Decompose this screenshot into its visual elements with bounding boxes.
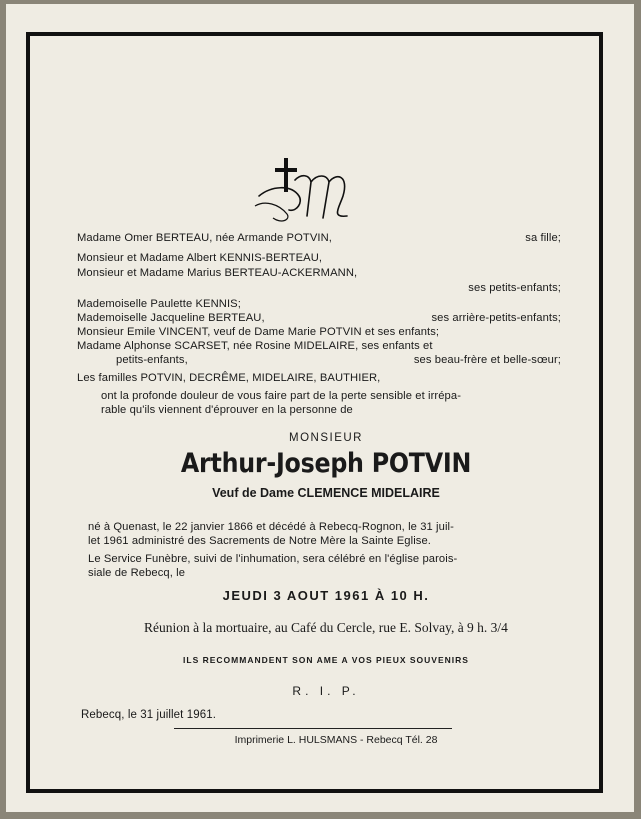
intro-line-2: rable qu'ils viennent d'éprouver en la personne de — [101, 404, 353, 416]
family-line-5-role: ses arrière-petits-enfants; — [431, 312, 561, 324]
family-line-1: Madame Omer BERTEAU, née Armande POTVIN, — [77, 232, 332, 244]
service-line-2: siale de Rebecq, le — [88, 567, 186, 579]
reunion-info: Réunion à la mortuaire, au Café du Cercle, rue E. Solvay, à 9 h. 3/4 — [144, 620, 508, 635]
family-line-5: Mademoiselle Jacqueline BERTEAU, — [77, 312, 265, 324]
footer-rule — [174, 728, 452, 729]
intro-line-1: ont la profonde douleur de vous faire part de la perte sensible et irrépa- — [101, 390, 462, 402]
recommendation: ILS RECOMMANDENT SON AME A VOS PIEUX SOUVENIRS — [183, 655, 469, 665]
family-line-6: Monsieur Emile VINCENT, veuf de Dame Marie POTVIN et ses enfants; — [77, 326, 440, 338]
cross-monogram-icon — [251, 156, 361, 228]
family-line-8: petits-enfants, — [116, 354, 188, 366]
rip-text: R. I. P. — [292, 684, 360, 698]
widower-of: Veuf de Dame CLEMENCE MIDELAIRE — [212, 486, 440, 500]
title-monsieur: MONSIEUR — [289, 432, 363, 444]
family-line-4: Mademoiselle Paulette KENNIS; — [77, 298, 241, 310]
service-line-1: Le Service Funèbre, suivi de l'inhumation, sera célébré en l'église parois- — [88, 553, 458, 565]
family-line-8-role: ses beau-frère et belle-sœur; — [413, 354, 561, 366]
family-line-1-role: sa fille; — [525, 232, 561, 244]
family-line-2: Monsieur et Madame Albert KENNIS-BERTEAU, — [77, 252, 323, 264]
funeral-notice-sheet — [6, 4, 634, 812]
service-date: JEUDI 3 AOUT 1961 À 10 H. — [222, 588, 430, 603]
printer-imprint: Imprimerie L. HULSMANS - Rebecq Tél. 28 — [234, 734, 438, 746]
birth-line-2: let 1961 administré des Sacrements de Notre Mère la Sainte Eglise. — [88, 535, 432, 547]
family-line-7: Madame Alphonse SCARSET, née Rosine MIDELAIRE, ses enfants et — [77, 340, 433, 352]
family-line-3: Monsieur et Madame Marius BERTEAU-ACKERMANN, — [77, 267, 358, 279]
place-date: Rebecq, le 31 juillet 1961. — [81, 709, 217, 721]
family-line-9: Les familles POTVIN, DECRÊME, MIDELAIRE, BAUTHIER, — [77, 372, 381, 384]
family-line-3-role: ses petits-enfants; — [468, 282, 561, 294]
deceased-name: Arthur-Joseph POTVIN — [180, 448, 472, 479]
birth-line-1: né à Quenast, le 22 janvier 1866 et décédé à Rebecq-Rognon, le 31 juil- — [88, 521, 454, 533]
